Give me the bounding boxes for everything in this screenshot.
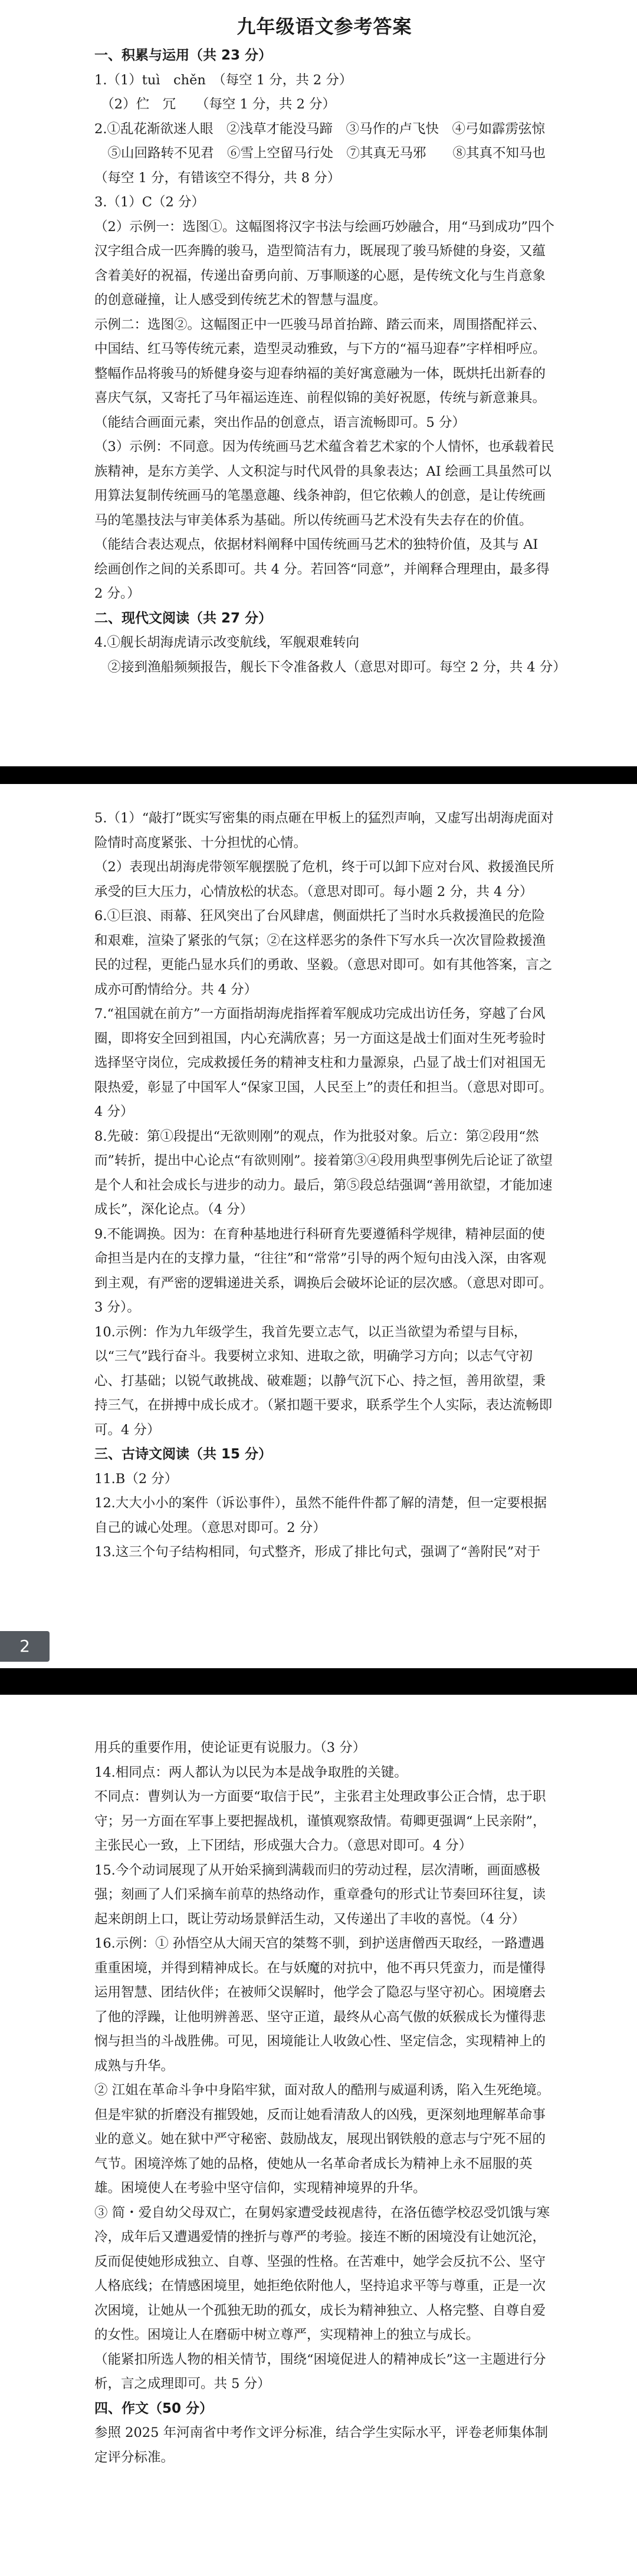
answer-page-3 [0,1695,637,2576]
answer-paragraph: 7.“祖国就在前方”一方面指胡海虎指挥着军舰成功完成出访任务，穿越了台风圈，即将安全回到祖国，内心充满欣喜；另一方面这是战士们面对生死考验时选择坚守岗位，完成救援任务的精神支柱和力量源泉，凸显了战士们对祖国无限热爱，彰显了中国军人“保家卫国，人民至上”的责任和担当。（意思对即可。4 分） [94,1006,553,1119]
answer-paragraph: 示例二：选图②。这幅图正中一匹骏马昂首抬蹄、踏云而来，周围搭配祥云、中国结、红马等传统元素，造型灵动雅致，与下方的“福马迎春”字样相呼应。整幅作品将骏马的矫健身姿与迎春纳福的美好寓意融为一体，既烘托出新春的喜庆气氛，又寄托了马年福运连连、前程似锦的美好祝愿，传统与新意兼具。（能结合画面元素，突出作品的创意点，语言流畅即可。5 分） [94,317,546,430]
answer-line: （每空 1 分，有错该空不得分，共 8 分） [94,170,341,186]
answer-paragraph: （2）示例一：选图①。这幅图将汉字书法与绘画巧妙融合，用“马到成功”四个汉字组合成一匹奔腾的骏马，造型简洁有力，既展现了骏马矫健的身姿，又蕴含着美好的祝福，传递出奋勇向前、万事顺遂的心愿，是传统文化与生肖意象的创意碰撞，让人感受到传统艺术的智慧与温度。 [94,219,554,308]
answer-paragraph: ② 江姐在革命斗争中身陷牢狱，面对敌人的酷刑与威逼利诱，陷入生死绝境。但是牢狱的折磨没有摧毁她，反而让她看清敌人的凶残，更深刻地理解革命事业的意义。她在狱中严守秘密、鼓励战友，展现出钢铁般的意志与宁死不屈的气节。困境淬炼了她的品格，使她从一名革命者成长为精神上永不屈服的英雄。困境使人在考验中坚守信仰，实现精神境界的升华。 [94,2083,550,2196]
page-divider [0,1668,637,1695]
section-heading: 一、积累与运用（共 23 分） [94,48,272,63]
answer-paragraph: 6.①巨浪、雨幕、狂风突出了台风肆虐，侧面烘托了当时水兵救援渔民的危险和艰难，渲染了紧张的气氛；②在这样恶劣的条件下写水兵一次次冒险救援渔民的过程，更能凸显水兵们的勇敢、坚毅。（意思对即可。如有其他答案，言之成亦可酌情给分。共 4 分） [94,908,553,997]
answer-line: ⑤山回路转不见君 ⑥雪上空留马行处 ⑦其真无马邪 ⑧其真不知马也 [94,146,546,161]
answer-paragraph: 12.大大小小的案件（诉讼事件），虽然不能件件都了解的清楚，但一定要根据自己的诚心处理。（意思对即可。2 分） [94,1495,547,1536]
answer-page-1 [0,0,637,766]
answer-paragraph: 不同点：曹刿认为一方面要“取信于民”，主张君主处理政事公正合情，忠于职守；另一方面在军事上要把握战机，谨慎观察敌情。荀卿更强调“上民亲附”，主张民心一致，上下团结，形成强大合力。（意思对即可。4 分） [94,1789,546,1853]
page-number-badge: 2 [0,1631,50,1662]
answer-line: 1.（1）tuì chěn （每空 1 分，共 2 分） [94,72,353,88]
document-title: 九年级语文参考答案 [237,15,412,38]
answer-paragraph: （能结合表达观点，依据材料阐释中国传统画马艺术的独特价值，及其与 AI 绘画创作之间的关系即可。共 4 分。若回答“同意”，并阐释合理理由，最多得 2 分。） [94,537,550,601]
page-3-body [94,1736,554,2470]
section-heading: 四、作文（50 分） [94,2400,214,2416]
answer-paragraph: 10.示例：作为九年级学生，我首先要立志气，以正当欲望为希望与目标，以“三气”践行奋斗。我要树立求知、进取之欲，明确学习方向；以志气守初心、打基础；以锐气敢挑战、破难题；以静气沉下心、持之恒，善用欲望，秉持三气，在拼搏中成长成才。（紧扣题干要求，联系学生个人实际，表达流畅即可。4 分） [94,1324,553,1438]
answer-line: 2.①乱花渐欲迷人眼 ②浅草才能没马蹄 ③马作的卢飞快 ④弓如霹雳弦惊 [94,121,545,137]
answer-line: 3.（1）C（2 分） [94,195,205,210]
answer-paragraph: 16.示例：① 孙悟空从大闹天宫的桀骜不驯，到护送唐僧西天取经，一路遭遇重重困境，并得到精神成长。在与妖魔的对抗中，他不再只凭蛮力，而是懂得运用智慧、团结伙伴；在被师父误解时，他学会了隐忍与坚守初心。困境磨去了他的浮躁，让他明辨善恶、坚守正道，最终从心高气傲的妖猴成长为懂得悲悯与担当的斗战胜佛。可见，困境能让人收敛心性、坚定信念，实现精神上的成熟与升华。 [94,1936,546,2074]
answer-paragraph: 9.不能调换。因为：在育种基地进行科研育先要遵循科学规律，精神层面的使命担当是内在的支撑力量，“往往”和“常常”引导的两个短句由浅入深，由客观到主观，有严密的逻辑递进关系，调换后会破坏论证的层次感。（意思对即可。3 分）。 [94,1226,553,1315]
section-heading: 三、古诗文阅读（共 15 分） [94,1447,272,1462]
answer-paragraph: （能紧扣所选人物的相关情节，围绕“困境促进人的精神成长”这一主题进行分析，言之成理即可。共 5 分） [94,2351,546,2391]
page-divider [0,766,637,784]
answer-paragraph: ③ 简・爱自幼父母双亡，在舅妈家遭受歧视虐待，在洛伍德学校忍受饥饿与寒冷，成年后又遭遇爱情的挫折与尊严的考验。接连不断的困境没有让她沉沦，反而促使她形成独立、自尊、坚强的性格。在苦难中，她学会反抗不公、坚守人格底线；在情感困境里，她拒绝依附他人，坚持追求平等与尊重，正是一次次困境，让她从一个孤独无助的孤女，成长为精神独立、人格完整、自尊自爱的女性。困境让人在磨砺中树立尊严，实现精神上的独立与成长。 [94,2205,550,2343]
page-1-body [94,44,566,680]
answer-paragraph: 15.今个动词展现了从开始采摘到满载而归的劳动过程，层次清晰，画面感极强；刻画了人们采摘车前草的热络动作，重章叠句的形式让节奏回环往复，读起来朗朗上口，既让劳动场景鲜活生动，又传递出了丰收的喜悦。（4 分） [94,1862,546,1927]
answer-page-2 [0,784,637,1668]
answer-paragraph: （3）示例：不同意。因为传统画马艺术蕴含着艺术家的个人情怀，也承载着民族精神，是东方美学、人文积淀与时代风骨的具象表达；AI 绘画工具虽然可以用算法复制传统画马的笔墨意趣、线条神韵，但它依赖人的创意，是让传统画马的笔墨技法与审美体系为基础。所以传统画马艺术没有失去存在的价值。 [94,439,554,528]
answer-line: 14.相同点：两人都认为以民为本是战争取胜的关键。 [94,1764,408,1780]
answer-paragraph: （2）表现出胡海虎带领军舰摆脱了危机，终于可以卸下应对台风、救援渔民所承受的巨大压力，心情放松的状态。（意思对即可。每小题 2 分，共 4 分） [94,859,554,900]
answer-line: 11.B（2 分） [94,1471,178,1487]
answer-line: （2）伫 冗 （每空 1 分，共 2 分） [94,97,336,112]
answer-paragraph: 5.（1）“敲打”既实写密集的雨点砸在甲板上的猛烈声响，又虚写出胡海虎面对险情时高度紧张、十分担忧的心情。 [94,811,554,851]
answer-paragraph: 13.这三个句子结构相同，句式整齐，形成了排比句式，强调了“善附民”对于 [94,1544,541,1560]
answer-paragraph: 参照 2025 年河南省中考作文评分标准，结合学生实际水平，评卷老师集体制定评分标准。 [94,2425,549,2465]
answer-line: ②接到渔船频频报告，舰长下令准备救人（意思对即可。每空 2 分，共 4 分） [94,659,566,675]
page-2-body [94,806,554,1565]
section-heading: 二、现代文阅读（共 27 分） [94,610,272,626]
answer-line: 用兵的重要作用，使论证更有说服力。（3 分） [94,1740,366,1755]
answer-paragraph: 8.先破：第①段提出“无欲则刚”的观点，作为批驳对象。后立：第②段用“然而”转折，提出中心论点“有欲则刚”。接着第③④段用典型事例先后论证了欲望是个人和社会成长与进步的动力。最后，第⑤段总结强调“善用欲望，才能加速成长”，深化论点。（4 分） [94,1128,553,1217]
answer-line: 4.①舰长胡海虎请示改变航线，军舰艰难转向 [94,635,359,650]
